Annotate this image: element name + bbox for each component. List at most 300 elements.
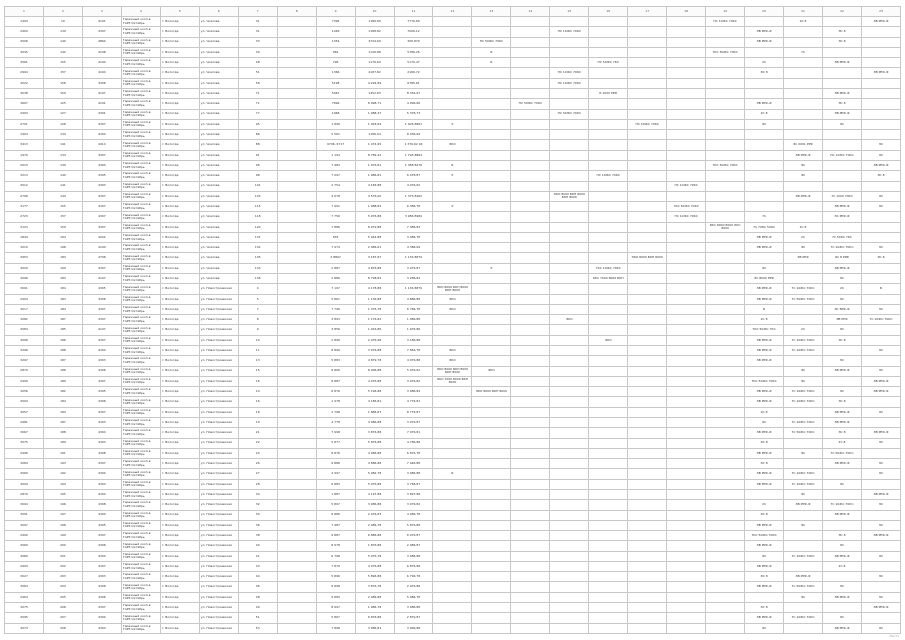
table-cell[interactable]: 7 984 — [316, 160, 355, 170]
table-cell[interactable]: 4396 — [82, 78, 121, 88]
table-cell[interactable] — [511, 58, 550, 68]
table-cell[interactable]: 306 879 — [394, 37, 433, 47]
table-cell[interactable] — [628, 407, 667, 417]
table-cell[interactable] — [589, 346, 628, 356]
table-cell[interactable] — [628, 356, 667, 366]
table-cell[interactable]: ПС 10ЖС 70КС — [550, 27, 589, 37]
table-cell[interactable] — [277, 130, 316, 140]
table-cell[interactable] — [277, 407, 316, 417]
table-cell[interactable] — [667, 140, 706, 150]
table-cell[interactable] — [550, 171, 589, 181]
table-cell[interactable] — [277, 479, 316, 489]
table-cell[interactable] — [667, 448, 706, 458]
table-cell[interactable] — [277, 243, 316, 253]
table-cell[interactable] — [667, 315, 706, 325]
table-cell[interactable]: 5 897 — [316, 500, 355, 510]
table-cell[interactable]: 4394 — [82, 551, 121, 561]
table-cell[interactable]: 7С 50ЖС 70КС — [784, 294, 823, 304]
table-cell[interactable] — [277, 17, 316, 27]
table-cell[interactable]: Б — [433, 469, 472, 479]
table-cell[interactable] — [628, 397, 667, 407]
table-cell[interactable]: 1 376,62 94 — [394, 140, 433, 150]
table-cell[interactable]: Гаражный кооп-в ГАРЗ Октябрь — [121, 88, 160, 98]
table-cell[interactable] — [784, 459, 823, 469]
table-cell[interactable]: 7 846,78 — [394, 346, 433, 356]
table-cell[interactable] — [433, 78, 472, 88]
table-cell[interactable]: ул. Чкалова — [199, 274, 238, 284]
table-cell[interactable] — [277, 160, 316, 170]
table-cell[interactable] — [628, 335, 667, 345]
table-cell[interactable]: 1 976,81 — [355, 160, 394, 170]
table-cell[interactable] — [277, 417, 316, 427]
table-cell[interactable]: 1 887 — [316, 489, 355, 499]
table-cell[interactable]: 128 — [43, 119, 82, 129]
table-cell[interactable]: ЭВ РРФ-Ф — [823, 510, 862, 520]
table-cell[interactable]: ЭС — [861, 469, 900, 479]
table-cell[interactable]: 7 197 — [316, 284, 355, 294]
table-cell[interactable] — [628, 171, 667, 181]
table-cell[interactable] — [784, 181, 823, 191]
table-cell[interactable]: 13 — [238, 356, 277, 366]
table-cell[interactable]: 1446 — [316, 27, 355, 37]
table-cell[interactable] — [277, 489, 316, 499]
table-cell[interactable] — [277, 572, 316, 582]
table-cell[interactable]: 4198 — [82, 47, 121, 57]
table-cell[interactable] — [861, 212, 900, 222]
table-cell[interactable]: 4394 — [82, 428, 121, 438]
table-cell[interactable] — [511, 212, 550, 222]
table-cell[interactable]: 7С 10ЖС 70КС — [784, 397, 823, 407]
table-cell[interactable] — [706, 479, 745, 489]
table-cell[interactable]: 187 — [43, 315, 82, 325]
table-cell[interactable] — [550, 561, 589, 571]
table-cell[interactable]: г. Вологда — [160, 109, 199, 119]
table-cell[interactable] — [861, 582, 900, 592]
table-cell[interactable]: ЭС — [823, 356, 862, 366]
table-cell[interactable]: г. Вологда — [160, 572, 199, 582]
table-cell[interactable]: 120 — [238, 222, 277, 232]
table-cell[interactable] — [628, 243, 667, 253]
table-cell[interactable] — [784, 531, 823, 541]
table-cell[interactable]: 46 — [238, 582, 277, 592]
table-cell[interactable] — [861, 325, 900, 335]
table-cell[interactable]: Б — [861, 284, 900, 294]
table-cell[interactable] — [550, 551, 589, 561]
table-cell[interactable]: 88 — [238, 140, 277, 150]
table-cell[interactable]: 4202 — [82, 232, 121, 242]
table-cell[interactable]: 3177 — [5, 202, 44, 212]
table-cell[interactable]: 2С — [745, 500, 784, 510]
table-cell[interactable]: ПС 10ЖС 70КС — [823, 150, 862, 160]
table-cell[interactable] — [745, 202, 784, 212]
table-cell[interactable] — [550, 119, 589, 129]
table-cell[interactable] — [589, 160, 628, 170]
table-cell[interactable]: 1 916,86 — [355, 325, 394, 335]
table-cell[interactable]: Гаражный кооп-в ГАРЗ Октябрь — [121, 582, 160, 592]
table-cell[interactable] — [472, 541, 511, 551]
table-cell[interactable]: ул. Новостроевская — [199, 531, 238, 541]
table-cell[interactable] — [823, 47, 862, 57]
table-cell[interactable]: ЭВ РРФ-Ф — [861, 489, 900, 499]
table-cell[interactable]: 183 — [43, 274, 82, 284]
table-cell[interactable] — [667, 366, 706, 376]
table-cell[interactable]: ЭКО 8000 БКН 8000 БКН 8000 — [550, 191, 589, 201]
table-cell[interactable] — [550, 58, 589, 68]
table-cell[interactable]: 26 — [238, 459, 277, 469]
table-cell[interactable]: 183 — [43, 294, 82, 304]
table-cell[interactable] — [706, 130, 745, 140]
table-cell[interactable] — [277, 469, 316, 479]
table-cell[interactable]: 3 986,84 — [394, 387, 433, 397]
table-cell[interactable] — [550, 489, 589, 499]
table-cell[interactable]: 184 — [43, 397, 82, 407]
table-cell[interactable] — [550, 356, 589, 366]
table-cell[interactable] — [511, 274, 550, 284]
table-cell[interactable] — [511, 47, 550, 57]
table-cell[interactable]: 2С — [823, 284, 862, 294]
table-cell[interactable] — [861, 181, 900, 191]
table-cell[interactable]: ЭС — [861, 202, 900, 212]
table-cell[interactable] — [628, 582, 667, 592]
table-cell[interactable]: 115 — [238, 202, 277, 212]
table-cell[interactable]: 2 976,98 — [355, 335, 394, 345]
table-cell[interactable]: 134 — [43, 130, 82, 140]
table-cell[interactable]: 142 — [43, 47, 82, 57]
table-cell[interactable]: 139 — [43, 160, 82, 170]
table-cell[interactable] — [589, 592, 628, 602]
table-cell[interactable]: 32 — [238, 500, 277, 510]
table-cell[interactable] — [861, 88, 900, 98]
table-cell[interactable]: 159 — [43, 88, 82, 98]
table-cell[interactable]: 5 896,88 — [355, 572, 394, 582]
table-cell[interactable]: 6 796,78 — [394, 572, 433, 582]
table-cell[interactable] — [433, 531, 472, 541]
table-cell[interactable] — [861, 222, 900, 232]
table-cell[interactable]: 49 — [238, 603, 277, 613]
table-cell[interactable] — [784, 541, 823, 551]
table-cell[interactable]: 183 — [43, 407, 82, 417]
table-cell[interactable] — [511, 253, 550, 263]
table-cell[interactable]: 7С 10ЖС 70КС — [784, 387, 823, 397]
table-cell[interactable]: 34 — [238, 47, 277, 57]
table-cell[interactable]: г. Вологда — [160, 613, 199, 623]
table-cell[interactable]: 202 — [43, 561, 82, 571]
table-cell[interactable]: ЭС — [823, 274, 862, 284]
table-cell[interactable]: 2С — [784, 232, 823, 242]
table-cell[interactable]: 2 798 — [316, 407, 355, 417]
table-cell[interactable] — [667, 438, 706, 448]
table-cell[interactable]: 16 — [238, 376, 277, 386]
table-cell[interactable]: г. Вологда — [160, 376, 199, 386]
table-cell[interactable]: ул. Новостроевская — [199, 346, 238, 356]
table-cell[interactable] — [472, 417, 511, 427]
table-cell[interactable] — [823, 520, 862, 530]
table-cell[interactable] — [589, 459, 628, 469]
table-cell[interactable]: ЭВ РРФ-Ф — [861, 531, 900, 541]
table-cell[interactable]: 2 896 — [316, 335, 355, 345]
table-cell[interactable]: 2 976,83 — [355, 510, 394, 520]
table-cell[interactable]: 3097 — [5, 520, 44, 530]
table-cell[interactable]: 1 986,78 — [355, 603, 394, 613]
table-cell[interactable] — [823, 171, 862, 181]
table-cell[interactable]: г. Вологда — [160, 346, 199, 356]
table-cell[interactable] — [511, 232, 550, 242]
table-cell[interactable]: 48 — [238, 58, 277, 68]
table-cell[interactable] — [628, 551, 667, 561]
table-cell[interactable]: 4187,82 — [355, 68, 394, 78]
table-cell[interactable]: 8 979,88 — [355, 222, 394, 232]
table-cell[interactable]: 7396 — [316, 17, 355, 27]
table-cell[interactable] — [511, 171, 550, 181]
table-cell[interactable] — [433, 417, 472, 427]
table-cell[interactable] — [784, 119, 823, 129]
table-cell[interactable]: ЭС — [745, 551, 784, 561]
table-cell[interactable] — [511, 500, 550, 510]
table-cell[interactable] — [550, 417, 589, 427]
table-cell[interactable] — [667, 428, 706, 438]
table-cell[interactable] — [277, 397, 316, 407]
table-cell[interactable] — [433, 479, 472, 489]
table-cell[interactable] — [472, 428, 511, 438]
table-cell[interactable] — [511, 623, 550, 633]
table-cell[interactable]: Гаражный кооп-в ГАРЗ Октябрь — [121, 212, 160, 222]
table-cell[interactable] — [511, 366, 550, 376]
table-cell[interactable]: г. Вологда — [160, 78, 199, 88]
table-cell[interactable]: 155 — [43, 202, 82, 212]
table-cell[interactable]: 5179,47 — [394, 58, 433, 68]
table-cell[interactable] — [861, 232, 900, 242]
table-cell[interactable]: 4394 — [82, 489, 121, 499]
table-cell[interactable] — [706, 448, 745, 458]
table-cell[interactable]: 206 — [43, 603, 82, 613]
table-cell[interactable] — [861, 335, 900, 345]
table-cell[interactable]: 183 — [43, 253, 82, 263]
table-cell[interactable] — [628, 88, 667, 98]
table-cell[interactable] — [472, 68, 511, 78]
table-cell[interactable]: 1968 — [316, 109, 355, 119]
table-cell[interactable]: 4394 — [82, 346, 121, 356]
table-cell[interactable]: Гаражный кооп-в ГАРЗ Октябрь — [121, 37, 160, 47]
table-cell[interactable]: 3 976,87 — [394, 417, 433, 427]
table-cell[interactable]: 1 376 8462 — [394, 191, 433, 201]
table-cell[interactable]: 53 — [238, 623, 277, 633]
table-cell[interactable]: Гаражный кооп-в ГАРЗ Октябрь — [121, 356, 160, 366]
table-cell[interactable] — [589, 366, 628, 376]
table-cell[interactable]: 3 897,88 — [394, 489, 433, 499]
table-cell[interactable]: ЭВ РРФ-Ф — [861, 17, 900, 27]
table-cell[interactable]: 2993 — [5, 109, 44, 119]
table-cell[interactable] — [745, 181, 784, 191]
table-cell[interactable] — [472, 438, 511, 448]
table-cell[interactable] — [550, 17, 589, 27]
table-cell[interactable] — [628, 232, 667, 242]
column-header[interactable]: 9 — [316, 7, 355, 17]
table-cell[interactable]: 7 998 — [316, 428, 355, 438]
table-cell[interactable]: 2166,72 — [394, 68, 433, 78]
table-cell[interactable] — [667, 304, 706, 314]
table-cell[interactable] — [706, 119, 745, 129]
table-cell[interactable] — [667, 356, 706, 366]
table-cell[interactable] — [706, 304, 745, 314]
table-cell[interactable]: ЭС — [861, 459, 900, 469]
table-cell[interactable] — [589, 356, 628, 366]
table-cell[interactable] — [433, 253, 472, 263]
table-cell[interactable] — [706, 109, 745, 119]
table-cell[interactable]: 127 — [43, 109, 82, 119]
table-cell[interactable]: ЭС — [784, 376, 823, 386]
table-cell[interactable]: 4397 — [82, 561, 121, 571]
table-cell[interactable]: 4397 — [82, 222, 121, 232]
table-cell[interactable]: 5 986,78 — [394, 592, 433, 602]
table-cell[interactable]: 4 096,66 — [394, 99, 433, 109]
table-cell[interactable]: Гаражный кооп-в ГАРЗ Октябрь — [121, 27, 160, 37]
table-cell[interactable] — [667, 88, 706, 98]
table-cell[interactable] — [745, 150, 784, 160]
table-cell[interactable]: 135 — [238, 253, 277, 263]
table-cell[interactable]: ЭС — [784, 243, 823, 253]
table-cell[interactable] — [784, 130, 823, 140]
table-cell[interactable] — [433, 99, 472, 109]
table-cell[interactable]: 132 — [238, 243, 277, 253]
table-cell[interactable]: 6 798 — [316, 551, 355, 561]
table-cell[interactable]: ЭС — [861, 623, 900, 633]
table-cell[interactable] — [511, 294, 550, 304]
table-cell[interactable]: 4.294,89 — [355, 78, 394, 88]
table-cell[interactable]: ЭС 8 — [823, 531, 862, 541]
table-cell[interactable] — [550, 37, 589, 47]
table-cell[interactable]: г. Вологда — [160, 212, 199, 222]
table-cell[interactable]: ЭВ РРФ-Ф — [745, 335, 784, 345]
table-cell[interactable] — [277, 109, 316, 119]
table-cell[interactable] — [550, 243, 589, 253]
table-cell[interactable]: 4393 — [82, 356, 121, 366]
table-cell[interactable] — [550, 459, 589, 469]
table-cell[interactable]: ЭС 8 — [745, 438, 784, 448]
table-cell[interactable] — [472, 222, 511, 232]
table-cell[interactable]: 7С 10ЖС 70КС — [784, 335, 823, 345]
table-cell[interactable]: 2 886 — [316, 274, 355, 284]
table-cell[interactable] — [589, 407, 628, 417]
column-header[interactable]: 11 — [394, 7, 433, 17]
table-cell[interactable]: 2С 8 — [745, 109, 784, 119]
table-cell[interactable]: Гаражный кооп-в ГАРЗ Октябрь — [121, 417, 160, 427]
table-cell[interactable]: ЭВ РРФ-Ф — [745, 479, 784, 489]
table-cell[interactable] — [784, 99, 823, 109]
table-cell[interactable]: ЭВ РРФ-Ф — [823, 263, 862, 273]
table-cell[interactable]: ЭС — [861, 191, 900, 201]
table-cell[interactable] — [628, 376, 667, 386]
table-cell[interactable]: г. Вологда — [160, 489, 199, 499]
table-cell[interactable]: 3 986,88 — [355, 500, 394, 510]
table-cell[interactable]: 6 876 — [316, 387, 355, 397]
table-cell[interactable]: 5 — [238, 294, 277, 304]
table-cell[interactable]: 3744,69 — [355, 37, 394, 47]
table-cell[interactable]: ЭС — [861, 243, 900, 253]
table-cell[interactable]: 4398 — [82, 582, 121, 592]
table-cell[interactable] — [277, 274, 316, 284]
table-cell[interactable] — [861, 109, 900, 119]
table-cell[interactable]: 6 898 — [316, 582, 355, 592]
table-cell[interactable] — [628, 417, 667, 427]
table-cell[interactable]: ЭКО — [433, 294, 472, 304]
table-cell[interactable]: ул. Чкалова — [199, 171, 238, 181]
table-cell[interactable]: ЭВ РРФ-Ф — [745, 469, 784, 479]
table-cell[interactable]: ЭС — [784, 366, 823, 376]
table-cell[interactable] — [589, 130, 628, 140]
column-header[interactable]: 15 — [550, 7, 589, 17]
table-cell[interactable]: ЭКО — [472, 366, 511, 376]
table-cell[interactable]: 6 078,87 — [394, 171, 433, 181]
table-cell[interactable] — [589, 448, 628, 458]
table-cell[interactable] — [433, 222, 472, 232]
table-cell[interactable] — [550, 387, 589, 397]
table-cell[interactable]: 18 — [238, 407, 277, 417]
table-cell[interactable] — [628, 438, 667, 448]
table-cell[interactable]: ул. Новостроевская — [199, 376, 238, 386]
table-cell[interactable]: г. Вологда — [160, 561, 199, 571]
table-cell[interactable]: 21 — [238, 428, 277, 438]
table-cell[interactable]: г. Вологда — [160, 243, 199, 253]
table-cell[interactable] — [628, 68, 667, 78]
table-cell[interactable]: 103 — [238, 191, 277, 201]
table-cell[interactable] — [628, 37, 667, 47]
table-cell[interactable] — [667, 119, 706, 129]
table-cell[interactable] — [784, 438, 823, 448]
table-cell[interactable] — [511, 572, 550, 582]
table-cell[interactable] — [511, 541, 550, 551]
table-cell[interactable] — [706, 202, 745, 212]
table-cell[interactable]: 4 576,00 — [355, 191, 394, 201]
table-cell[interactable] — [472, 27, 511, 37]
table-cell[interactable]: 7С 10ЖС 70КС — [784, 417, 823, 427]
table-cell[interactable]: Гаражный кооп-в ГАРЗ Октябрь — [121, 376, 160, 386]
table-cell[interactable] — [511, 397, 550, 407]
table-cell[interactable]: 187 — [43, 417, 82, 427]
table-cell[interactable]: 3 996,88 — [394, 623, 433, 633]
table-cell[interactable] — [706, 469, 745, 479]
table-cell[interactable]: г. Вологда — [160, 47, 199, 57]
table-cell[interactable] — [745, 88, 784, 98]
table-cell[interactable] — [667, 335, 706, 345]
table-cell[interactable]: ул. Чкалова — [199, 191, 238, 201]
table-cell[interactable] — [784, 88, 823, 98]
table-cell[interactable]: ЭС — [784, 171, 823, 181]
table-cell[interactable]: 156 — [43, 78, 82, 88]
table-cell[interactable]: 2С 8 — [745, 315, 784, 325]
table-cell[interactable]: ЭВ РРФ-Ф — [823, 366, 862, 376]
table-cell[interactable] — [472, 130, 511, 140]
table-cell[interactable]: 4796 — [82, 253, 121, 263]
table-cell[interactable] — [433, 561, 472, 571]
table-cell[interactable]: 3 976,87 — [394, 263, 433, 273]
table-cell[interactable]: 7006,12 — [394, 27, 433, 37]
table-cell[interactable]: г. Вологда — [160, 520, 199, 530]
table-cell[interactable]: 5 883 — [316, 356, 355, 366]
table-cell[interactable]: 198 — [43, 520, 82, 530]
table-cell[interactable]: 3006 — [5, 37, 44, 47]
table-cell[interactable] — [550, 99, 589, 109]
table-cell[interactable] — [550, 531, 589, 541]
table-cell[interactable]: 3017 — [5, 304, 44, 314]
table-cell[interactable]: 1844 — [5, 232, 44, 242]
table-cell[interactable] — [589, 582, 628, 592]
table-cell[interactable]: г. Вологда — [160, 356, 199, 366]
table-cell[interactable]: ул. Чкалова — [199, 58, 238, 68]
table-cell[interactable] — [784, 304, 823, 314]
table-cell[interactable]: 4397 — [82, 212, 121, 222]
table-cell[interactable]: 7С 10ЖС 70КС — [784, 284, 823, 294]
table-cell[interactable]: 8 806 — [316, 366, 355, 376]
